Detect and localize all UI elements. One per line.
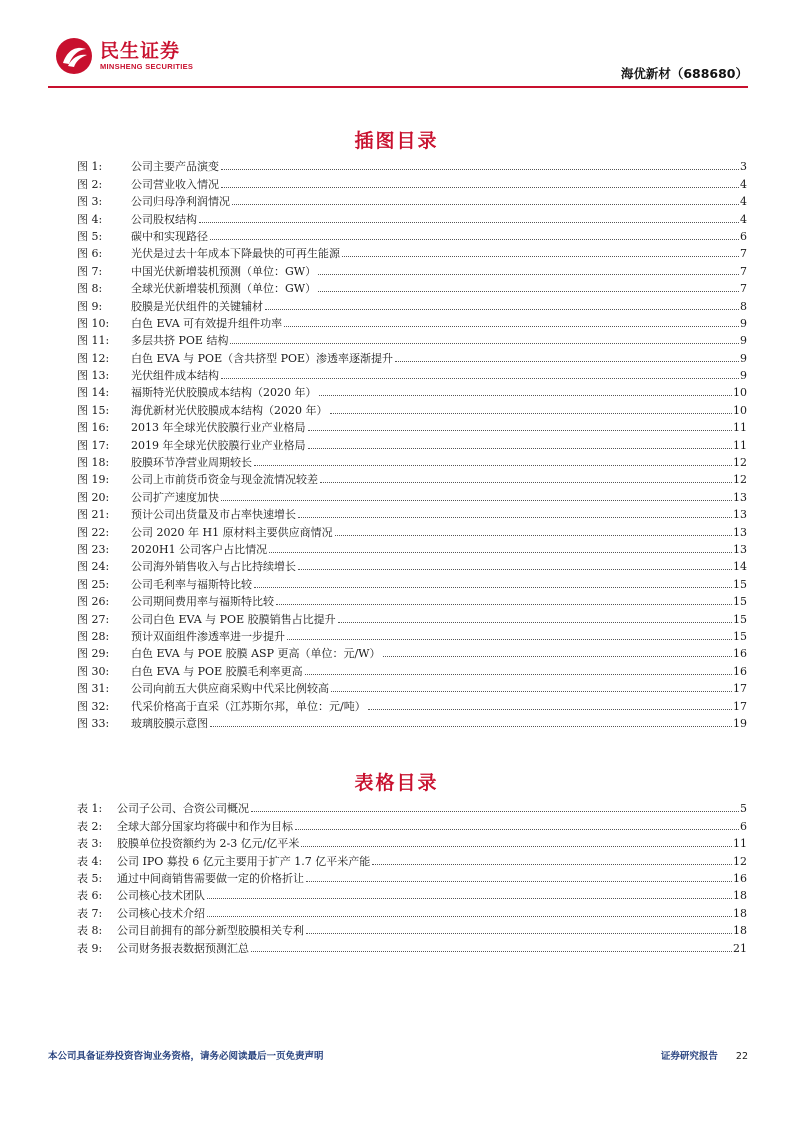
figure-toc-entry-page: 9 [740, 334, 747, 348]
figure-toc-entry[interactable] [77, 417, 747, 434]
table-toc-entry-page: 21 [733, 941, 747, 955]
table-toc-entry-title: 公司财务报表数据预测汇总 [117, 941, 249, 955]
figure-toc-entry-title: 福斯特光伏胶膜成本结构（2020 年） [131, 386, 317, 400]
figure-toc-entry[interactable] [77, 347, 747, 364]
figure-toc-entry-title: 公司扩产速度加快 [131, 490, 219, 504]
figure-toc-entry-label: 图 6: [77, 247, 131, 260]
table-toc-entry-leader-dots [372, 864, 732, 865]
figure-toc-entry-page: 9 [740, 351, 747, 365]
figure-toc-entry-title: 玻璃胶膜示意图 [131, 716, 208, 730]
figure-toc-entry-leader-dots [210, 726, 732, 727]
figure-toc-entry-title: 中国光伏新增装机预测（单位：GW） [131, 264, 317, 278]
figure-toc-entry[interactable] [77, 173, 747, 190]
figure-toc-entry-title: 多层共挤 POE 结构 [131, 334, 229, 348]
figure-toc-entry-page: 8 [740, 299, 747, 313]
figure-toc-entry-title: 公司期间费用率与福斯特比较 [131, 595, 274, 609]
figure-toc-entry-page: 13 [733, 525, 747, 539]
figure-toc-entry-page: 17 [733, 682, 747, 696]
figure-toc-entry-label: 图 23: [77, 543, 131, 556]
figure-toc-entry-label: 图 10: [77, 317, 131, 330]
minsheng-logo-icon [54, 36, 94, 76]
figure-toc-entry-page: 4 [740, 177, 747, 191]
figure-toc-entry-page: 3 [740, 160, 747, 174]
figure-toc-entry-page: 11 [733, 438, 747, 452]
figure-toc-entry[interactable] [77, 156, 747, 173]
figure-toc-entry-title: 公司向前五大供应商采购中代采比例较高 [131, 682, 329, 696]
table-toc-entry[interactable] [77, 902, 747, 919]
figure-toc-entry-title: 光伏组件成本结构 [131, 369, 219, 383]
table-toc-entry[interactable] [77, 920, 747, 937]
figure-toc-entry-title: 公司归母净利润情况 [131, 195, 230, 209]
figure-toc-entry-title: 碳中和实现路径 [131, 229, 208, 243]
table-toc-entry-label: 表 2: [77, 820, 117, 833]
figure-toc-entry-leader-dots [221, 169, 739, 170]
figure-toc-entry-label: 图 18: [77, 456, 131, 469]
figure-toc-entry-label: 图 12: [77, 352, 131, 365]
figure-toc-entry[interactable] [77, 226, 747, 243]
table-toc-entry[interactable] [77, 885, 747, 902]
figure-toc-entry-leader-dots [320, 482, 732, 483]
figure-toc-entry-leader-dots [305, 674, 732, 675]
table-toc-entry-label: 表 3: [77, 837, 117, 850]
figure-toc-entry-page: 6 [740, 229, 747, 243]
figure-toc-entry-leader-dots [330, 413, 733, 414]
figure-toc-entry-page: 9 [740, 316, 747, 330]
table-toc-entry-label: 表 5: [77, 872, 117, 885]
figure-toc-entry-page: 9 [740, 369, 747, 383]
figure-toc-entry-label: 图 11: [77, 334, 131, 347]
figure-toc-entry-page: 7 [740, 264, 747, 278]
table-toc-entry-title: 胶膜单位投资额约为 2-3 亿元/亿平米 [117, 837, 300, 851]
figure-toc-entry[interactable] [77, 295, 747, 312]
page-number: 22 [735, 1051, 748, 1062]
figure-toc-entry-page: 13 [733, 508, 747, 522]
figure-toc-entry-title: 光伏是过去十年成本下降最快的可再生能源 [131, 247, 340, 261]
figure-toc-entry-leader-dots [298, 569, 732, 570]
figure-toc-entry-page: 7 [740, 247, 747, 261]
figure-toc-entry[interactable] [77, 573, 747, 590]
figure-toc-entry-label: 图 27: [77, 613, 131, 626]
figure-toc-entry-title: 胶膜是光伏组件的关键辅材 [131, 299, 263, 313]
figure-toc-entry-label: 图 17: [77, 439, 131, 452]
figure-toc-entry[interactable] [77, 626, 747, 643]
figure-toc-entry-leader-dots [319, 395, 733, 396]
figure-toc-entry[interactable] [77, 695, 747, 712]
figure-toc-entry-leader-dots [308, 448, 733, 449]
figure-toc-entry-title: 海优新材光伏胶膜成本结构（2020 年） [131, 403, 328, 417]
figure-toc-entry-leader-dots [335, 535, 732, 536]
table-toc-entry[interactable] [77, 815, 747, 832]
figure-toc-entry-page: 15 [733, 577, 747, 591]
figure-toc-entry-page: 4 [740, 212, 747, 226]
figure-toc-entry-leader-dots [210, 239, 739, 240]
table-toc-entry-page: 18 [733, 924, 747, 938]
figure-toc-entry-label: 图 15: [77, 404, 131, 417]
figure-toc-entry-page: 10 [733, 386, 747, 400]
figure-toc-entry[interactable] [77, 208, 747, 225]
table-toc-entry[interactable] [77, 868, 747, 885]
table-toc-entry-title: 全球大部分国家均将碳中和作为目标 [117, 819, 293, 833]
table-toc-entry-leader-dots [207, 898, 732, 899]
figure-toc-entry-title: 公司股权结构 [131, 212, 197, 226]
figure-toc-entry-page: 7 [740, 282, 747, 296]
figure-toc-entry-title: 公司海外销售收入与占比持续增长 [131, 560, 296, 574]
figure-toc-entry[interactable] [77, 643, 747, 660]
figure-toc-entry-leader-dots [230, 343, 739, 344]
table-toc-entry-page: 18 [733, 906, 747, 920]
figure-toc-entry[interactable] [77, 330, 747, 347]
figure-toc-entry-leader-dots [269, 552, 732, 553]
table-toc-entry-label: 表 9: [77, 942, 117, 955]
figure-toc-entry-label: 图 14: [77, 386, 131, 399]
figure-toc-entry-title: 白色 EVA 与 POE（含共挤型 POE）渗透率逐渐提升 [131, 351, 394, 365]
figure-toc-entry-title: 2013 年全球光伏胶膜行业产业格局 [131, 421, 306, 435]
table-toc-entry-page: 12 [733, 854, 747, 868]
header-divider [48, 86, 748, 88]
figure-toc-entry[interactable] [77, 556, 747, 573]
stock-name: 海优新材（688680） [620, 66, 748, 81]
table-toc-entry-label: 表 7: [77, 907, 117, 920]
table-toc-entry-leader-dots [306, 881, 732, 882]
table-toc-entry-label: 表 8: [77, 924, 117, 937]
table-toc-entry[interactable] [77, 937, 747, 954]
figure-toc-entry[interactable] [77, 608, 747, 625]
figure-toc-entry[interactable] [77, 486, 747, 503]
figure-toc-entry-label: 图 3: [77, 195, 131, 208]
footer-right [661, 1048, 748, 1062]
figure-toc-entry-title: 公司上市前货币资金与现金流情况较差 [131, 473, 318, 487]
figure-toc-entry-leader-dots [284, 326, 739, 327]
figure-toc-entry[interactable] [77, 713, 747, 730]
figure-toc-entry-title: 公司白色 EVA 与 POE 胶膜销售占比提升 [131, 612, 336, 626]
figure-toc-entry-leader-dots [265, 309, 739, 310]
figure-toc-entry-title: 胶膜环节净营业周期较长 [131, 456, 252, 470]
figure-toc-entry-page: 15 [733, 629, 747, 643]
figure-toc-entry-leader-dots [276, 604, 732, 605]
figure-toc-entry-label: 图 33: [77, 717, 131, 730]
figure-toc-entry[interactable] [77, 504, 747, 521]
figure-toc-entry-leader-dots [308, 430, 733, 431]
figure-toc-entry-title: 公司主要产品演变 [131, 160, 219, 174]
figure-toc-entry-page: 15 [733, 612, 747, 626]
table-toc-entry-leader-dots [306, 933, 732, 934]
figure-toc-entry-title: 2019 年全球光伏胶膜行业产业格局 [131, 438, 306, 452]
figure-toc-entry-label: 图 32: [77, 700, 131, 713]
figure-toc-entry-leader-dots [221, 378, 739, 379]
figure-toc-entry[interactable] [77, 452, 747, 469]
figure-toc-entry-title: 2020H1 公司客户占比情况 [131, 542, 268, 556]
figure-toc-entry-label: 图 1: [77, 160, 131, 173]
table-toc-entry[interactable] [77, 850, 747, 867]
figure-toc-entry-title: 白色 EVA 与 POE 胶膜毛利率更高 [131, 664, 303, 678]
page-footer [48, 1044, 748, 1064]
table-toc-entry-leader-dots [207, 916, 732, 917]
figure-toc-entry[interactable] [77, 521, 747, 538]
figure-toc-entry-label: 图 5: [77, 230, 131, 243]
table-toc-entry-title: 公司核心技术介绍 [117, 906, 205, 920]
figure-toc-entry-label: 图 19: [77, 473, 131, 486]
figure-toc-entry-page: 17 [733, 699, 747, 713]
figure-toc-entry-title: 白色 EVA 与 POE 胶膜 ASP 更高（单位：元/W） [131, 647, 381, 661]
figure-toc-entry[interactable] [77, 678, 747, 695]
tables-section-title: 表格目录 [354, 772, 439, 794]
figure-toc-entry-leader-dots [342, 256, 739, 257]
figure-toc-entry-label: 图 31: [77, 682, 131, 695]
table-toc-entry-page: 18 [733, 889, 747, 903]
figure-toc-entry-page: 14 [733, 560, 747, 574]
figures-section-title: 插图目录 [354, 130, 439, 152]
figure-toc-entry-leader-dots [221, 500, 732, 501]
figure-toc-entry-label: 图 22: [77, 526, 131, 539]
figure-toc-entry-title: 公司营业收入情况 [131, 177, 219, 191]
figure-toc-entry-page: 11 [733, 421, 747, 435]
table-toc-entry-title: 公司 IPO 募投 6 亿元主要用于扩产 1.7 亿平米产能 [117, 854, 371, 868]
figure-toc-entry-page: 12 [733, 473, 747, 487]
figure-toc-entry-title: 预计双面组件渗透率进一步提升 [131, 629, 285, 643]
figure-toc-entry-page: 16 [733, 664, 747, 678]
figure-toc-entry[interactable] [77, 469, 747, 486]
table-toc-entry-page: 5 [740, 802, 747, 816]
figure-toc-entry-leader-dots [254, 465, 732, 466]
figure-toc-entry-leader-dots [199, 222, 739, 223]
table-toc-entry-title: 通过中间商销售需要做一定的价格折让 [117, 871, 304, 885]
figure-toc-entry[interactable] [77, 313, 747, 330]
figure-toc-entry-title: 白色 EVA 可有效提升组件功率 [131, 316, 283, 330]
figure-toc-entry-label: 图 16: [77, 421, 131, 434]
figure-toc-entry-leader-dots [287, 639, 732, 640]
figure-toc-entry-label: 图 30: [77, 665, 131, 678]
figure-toc-entry-title: 代采价格高于直采（江苏斯尔邦，单位：元/吨） [131, 699, 366, 713]
brand-name-en: MINSHENG SECURITIES [100, 62, 194, 71]
figures-list [77, 156, 747, 730]
figure-toc-entry[interactable] [77, 191, 747, 208]
tables-list [77, 798, 747, 955]
figure-toc-entry[interactable] [77, 660, 747, 677]
table-toc-entry-leader-dots [301, 846, 732, 847]
figure-toc-entry[interactable] [77, 399, 747, 416]
figure-toc-entry-label: 图 13: [77, 369, 131, 382]
figure-toc-entry[interactable] [77, 278, 747, 295]
figure-toc-entry-label: 图 21: [77, 508, 131, 521]
figure-toc-entry-leader-dots [318, 291, 739, 292]
page-header [48, 30, 748, 86]
figure-toc-entry-title: 公司毛利率与福斯特比较 [131, 577, 252, 591]
figure-toc-entry-leader-dots [221, 187, 739, 188]
figure-toc-entry-leader-dots [331, 691, 732, 692]
brand-logo [54, 34, 254, 78]
figure-toc-entry-title: 预计公司出货量及市占率快速增长 [131, 508, 296, 522]
figure-toc-entry-page: 10 [733, 403, 747, 417]
table-toc-entry-page: 16 [733, 871, 747, 885]
figure-toc-entry-page: 13 [733, 490, 747, 504]
table-toc-entry-label: 表 4: [77, 855, 117, 868]
table-toc-entry[interactable] [77, 798, 747, 815]
table-toc-entry-leader-dots [251, 951, 732, 952]
figure-toc-entry-page: 15 [733, 595, 747, 609]
figure-toc-entry-leader-dots [318, 274, 739, 275]
figure-toc-entry-leader-dots [395, 361, 739, 362]
table-toc-entry-label: 表 1: [77, 802, 117, 815]
footer-disclaimer: 本公司具备证券投资咨询业务资格，请务必阅读最后一页免责声明 [48, 1051, 324, 1062]
figure-toc-entry-leader-dots [232, 204, 739, 205]
table-toc-entry-label: 表 6: [77, 889, 117, 902]
table-toc-entry-title: 公司核心技术团队 [117, 889, 205, 903]
figure-toc-entry[interactable] [77, 382, 747, 399]
figure-toc-entry[interactable] [77, 434, 747, 451]
figure-toc-entry-page: 19 [733, 716, 747, 730]
figure-toc-entry[interactable] [77, 365, 747, 382]
figure-toc-entry-page: 13 [733, 542, 747, 556]
table-toc-entry-title: 公司子公司、合资公司概况 [117, 802, 249, 816]
footer-report-type: 证券研究报告 [660, 1051, 718, 1062]
figure-toc-entry-label: 图 28: [77, 630, 131, 643]
figure-toc-entry-label: 图 8: [77, 282, 131, 295]
figure-toc-entry-label: 图 4: [77, 213, 131, 226]
figure-toc-entry[interactable] [77, 539, 747, 556]
figure-toc-entry-page: 4 [740, 195, 747, 209]
table-toc-entry-leader-dots [295, 829, 739, 830]
figure-toc-entry-page: 16 [733, 647, 747, 661]
figure-toc-entry[interactable] [77, 591, 747, 608]
figure-toc-entry-label: 图 24: [77, 560, 131, 573]
figure-toc-entry-label: 图 25: [77, 578, 131, 591]
figure-toc-entry-leader-dots [338, 622, 732, 623]
figure-toc-entry-leader-dots [368, 709, 732, 710]
figure-toc-entry-page: 12 [733, 456, 747, 470]
table-toc-entry-leader-dots [251, 811, 739, 812]
figure-toc-entry-label: 图 29: [77, 647, 131, 660]
figure-toc-entry-label: 图 7: [77, 265, 131, 278]
figure-toc-entry-title: 全球光伏新增装机预测（单位：GW） [131, 282, 317, 296]
table-toc-entry-title: 公司目前拥有的部分新型胶膜相关专利 [117, 924, 304, 938]
figure-toc-entry-label: 图 2: [77, 178, 131, 191]
brand-name-cn: 民生证券 [100, 40, 181, 62]
figure-toc-entry-label: 图 26: [77, 595, 131, 608]
figure-toc-entry[interactable] [77, 243, 747, 260]
figure-toc-entry-leader-dots [298, 517, 732, 518]
figure-toc-entry-title: 公司 2020 年 H1 原材料主要供应商情况 [131, 525, 333, 539]
figure-toc-entry-label: 图 9: [77, 300, 131, 313]
figure-toc-entry-label: 图 20: [77, 491, 131, 504]
table-toc-entry[interactable] [77, 833, 747, 850]
figure-toc-entry-leader-dots [383, 656, 733, 657]
table-toc-entry-page: 11 [733, 837, 747, 851]
figure-toc-entry[interactable] [77, 260, 747, 277]
figure-toc-entry-leader-dots [254, 587, 732, 588]
table-toc-entry-page: 6 [740, 819, 747, 833]
